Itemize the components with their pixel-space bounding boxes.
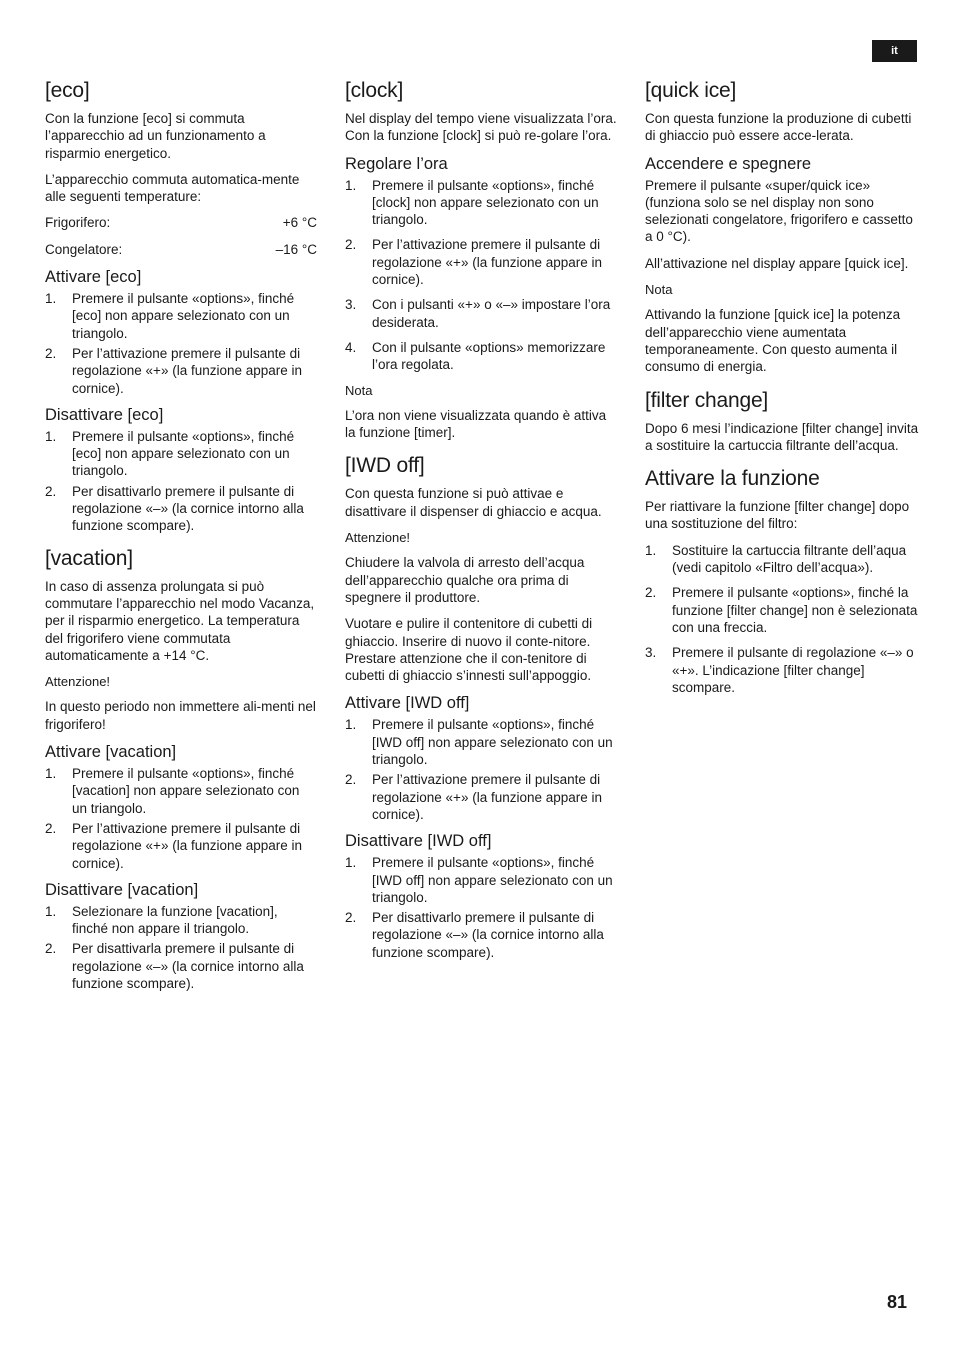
vacation-activate-heading: Attivare [vacation] [45,743,177,762]
list-item: 2. Per l’attivazione premere il pulsante di regolazione «+» (la funzione appare in cornice). [345,237,603,288]
list-item: 1. Selezionare la funzione [vacation], finché non appare il triangolo. [45,903,278,937]
freezer-temperature-row [45,241,317,258]
clock-note-text: L’ora non viene visualizzata quando è attiva la funzione [timer]. [345,407,607,441]
list-item: 1. Premere il pulsante «options», finché [eco] non appare selezionato con un triangolo. [45,291,295,341]
iwd-off-deactivate-steps [345,854,617,961]
list-item: 1. Premere il pulsante «options», finché [IWD off] non appare selezionato con un triangolo. [345,717,613,768]
list-item: 2. Per disattivarlo premere il pulsante di regolazione «–» (la cornice intorno alla funzione scompare). [45,483,304,534]
clock-intro: Nel display del tempo viene visualizzata l’ora. Con la funzione [clock] si può re-golare l’ora. [345,111,617,144]
list-item: 2. Per disattivarlo premere il pulsante di regolazione «–» (la cornice intorno alla funzione scompare). [345,910,604,960]
vacation-warning-text: In questo periodo non immettere ali-menti nel frigorifero! [45,699,316,732]
list-item: 1. Sostituire la cartuccia filtrante dell’aqua (vedi capitolo «Filtro dell’acqua»). [645,542,907,576]
quick-ice-display-text: All’attivazione nel display appare [quick ice]. [645,255,909,271]
page-number: 81 [886,1292,907,1312]
clock-set-steps [345,177,617,374]
quick-ice-onoff-text: Premere il pulsante «super/quick ice» (funziona solo se nel display non sono selezionati congelatore, frigorifero e cassetto a 0 °C). [645,177,913,245]
list-item: 1. Premere il pulsante «options», finché [clock] non appare selezionato con un triangolo. [345,177,599,228]
eco-deactivate-heading: Disattivare [eco] [45,405,164,424]
freezer-label: Congelatore: [45,241,123,257]
language-tab [872,40,917,62]
list-item: 1. Premere il pulsante «options», finché [vacation] non appare selezionato con un triangolo. [45,766,300,816]
eco-deactivate-steps [45,428,317,535]
list-item: 2. Per l’attivazione premere il pulsante di regolazione «+» (la funzione appare in cornice). [45,820,303,871]
vacation-warning-label: Attenzione! [45,674,111,690]
quick-ice-heading: [quick ice] [645,79,737,102]
eco-temperatures-intro: L’apparecchio commuta automatica-mente alle seguenti temperature: [45,171,300,205]
eco-activate-steps [45,290,317,397]
iwd-off-warning-label: Attenzione! [345,530,411,546]
iwd-off-heading: [IWD off] [345,454,425,478]
list-item: 2. Premere il pulsante «options», finché la funzione [filter change] non è selezionata con una freccia. [645,585,918,635]
eco-intro: Con la funzione [eco] si commuta l’apparecchio ad un funzionamento a risparmio energetico. [45,111,266,161]
fridge-value: +6 °C [282,215,317,231]
filter-change-heading: [filter change] [645,388,769,412]
quick-ice-onoff-heading: Accendere e spegnere [645,154,812,173]
list-item: 1. Premere il pulsante «options», finché [IWD off] non appare selezionato con un triangolo. [345,855,613,905]
eco-activate-heading: Attivare [eco] [45,268,142,287]
iwd-off-intro: Con questa funzione si può attivae e disattivare il dispenser di ghiaccio e acqua. [345,486,602,519]
eco-heading: [eco] [45,79,90,102]
vacation-deactivate-heading: Disattivare [vacation] [45,880,199,899]
list-item: 4. Con il pulsante «options» memorizzare l’ora regolata. [345,339,606,373]
column-middle [345,78,617,969]
iwd-off-activate-steps [345,716,617,823]
clock-note-label: Nota [345,382,373,398]
list-item: 3. Con i pulsanti «+» o «–» impostare l’ora desiderata. [345,297,611,330]
activate-function-heading: Attivare la funzione [645,467,820,491]
activate-function-intro: Per riattivare la funzione [filter change] dopo una sostituzione del filtro: [645,499,910,532]
filter-change-intro: Dopo 6 mesi l’indicazione [filter change] invita a sostituire la cartuccia filtrante dell’acqua. [645,420,919,453]
list-item: 2. Per l’attivazione premere il pulsante di regolazione «+» (la funzione appare in cornice). [45,345,303,396]
quick-ice-intro: Con questa funzione la produzione di cubetti di ghiaccio può essere acce-lerata. [645,111,912,144]
list-item: 1. Premere il pulsante «options», finché [eco] non appare selezionato con un triangolo. [45,428,295,479]
quick-ice-note-text: Attivando la funzione [quick ice] la potenza dell’apparecchio viene aumentata temporaneamente. Con questo aumenta il consumo di energia. [645,307,901,375]
vacation-heading: [vacation] [45,546,133,570]
list-item: 2. Per l’attivazione premere il pulsante di regolazione «+» (la funzione appare in cornice). [345,772,603,822]
iwd-off-deactivate-heading: Disattivare [IWD off] [345,832,492,851]
list-item: 3. Premere il pulsante di regolazione «–» o «+». L’indicazione [filter change] scompare. [645,645,914,695]
quick-ice-note-label: Nota [645,282,673,298]
fridge-label: Frigorifero: [45,215,111,231]
iwd-off-warning-text: Chiudere la valvola di arresto dell’acqua dell’apparecchio qualche ora prima di spegnere il produttore. [345,555,585,605]
fridge-temperature-row [45,214,317,231]
activate-function-steps [645,542,921,696]
language-label: it [891,45,898,57]
column-left [45,78,317,1000]
iwd-off-container-text: Vuotare e pulire il contenitore di cubetti di ghiaccio. Inserire di nuovo il conte-nitore. Prestare attenzione che il con-tenitore di cubetti di ghiaccio s’innesti sull’appoggio. [345,616,593,684]
clock-heading: [clock] [345,79,404,102]
vacation-deactivate-steps [45,903,317,992]
iwd-off-activate-heading: Attivare [IWD off] [345,694,470,713]
vacation-activate-steps [45,765,317,872]
column-right [645,78,921,704]
freezer-value: –16 °C [275,241,317,257]
clock-set-heading: Regolare l’ora [345,154,448,173]
vacation-intro: In caso di assenza prolungata si può commutare l’apparecchio nel modo Vacanza, per il risparmio energetico. La temperatura del frigorifero viene commutata automaticamente a +14 °C. [45,578,315,663]
list-item: 2. Per disattivarla premere il pulsante di regolazione «–» (la cornice intorno alla funzione scompare). [45,941,304,991]
